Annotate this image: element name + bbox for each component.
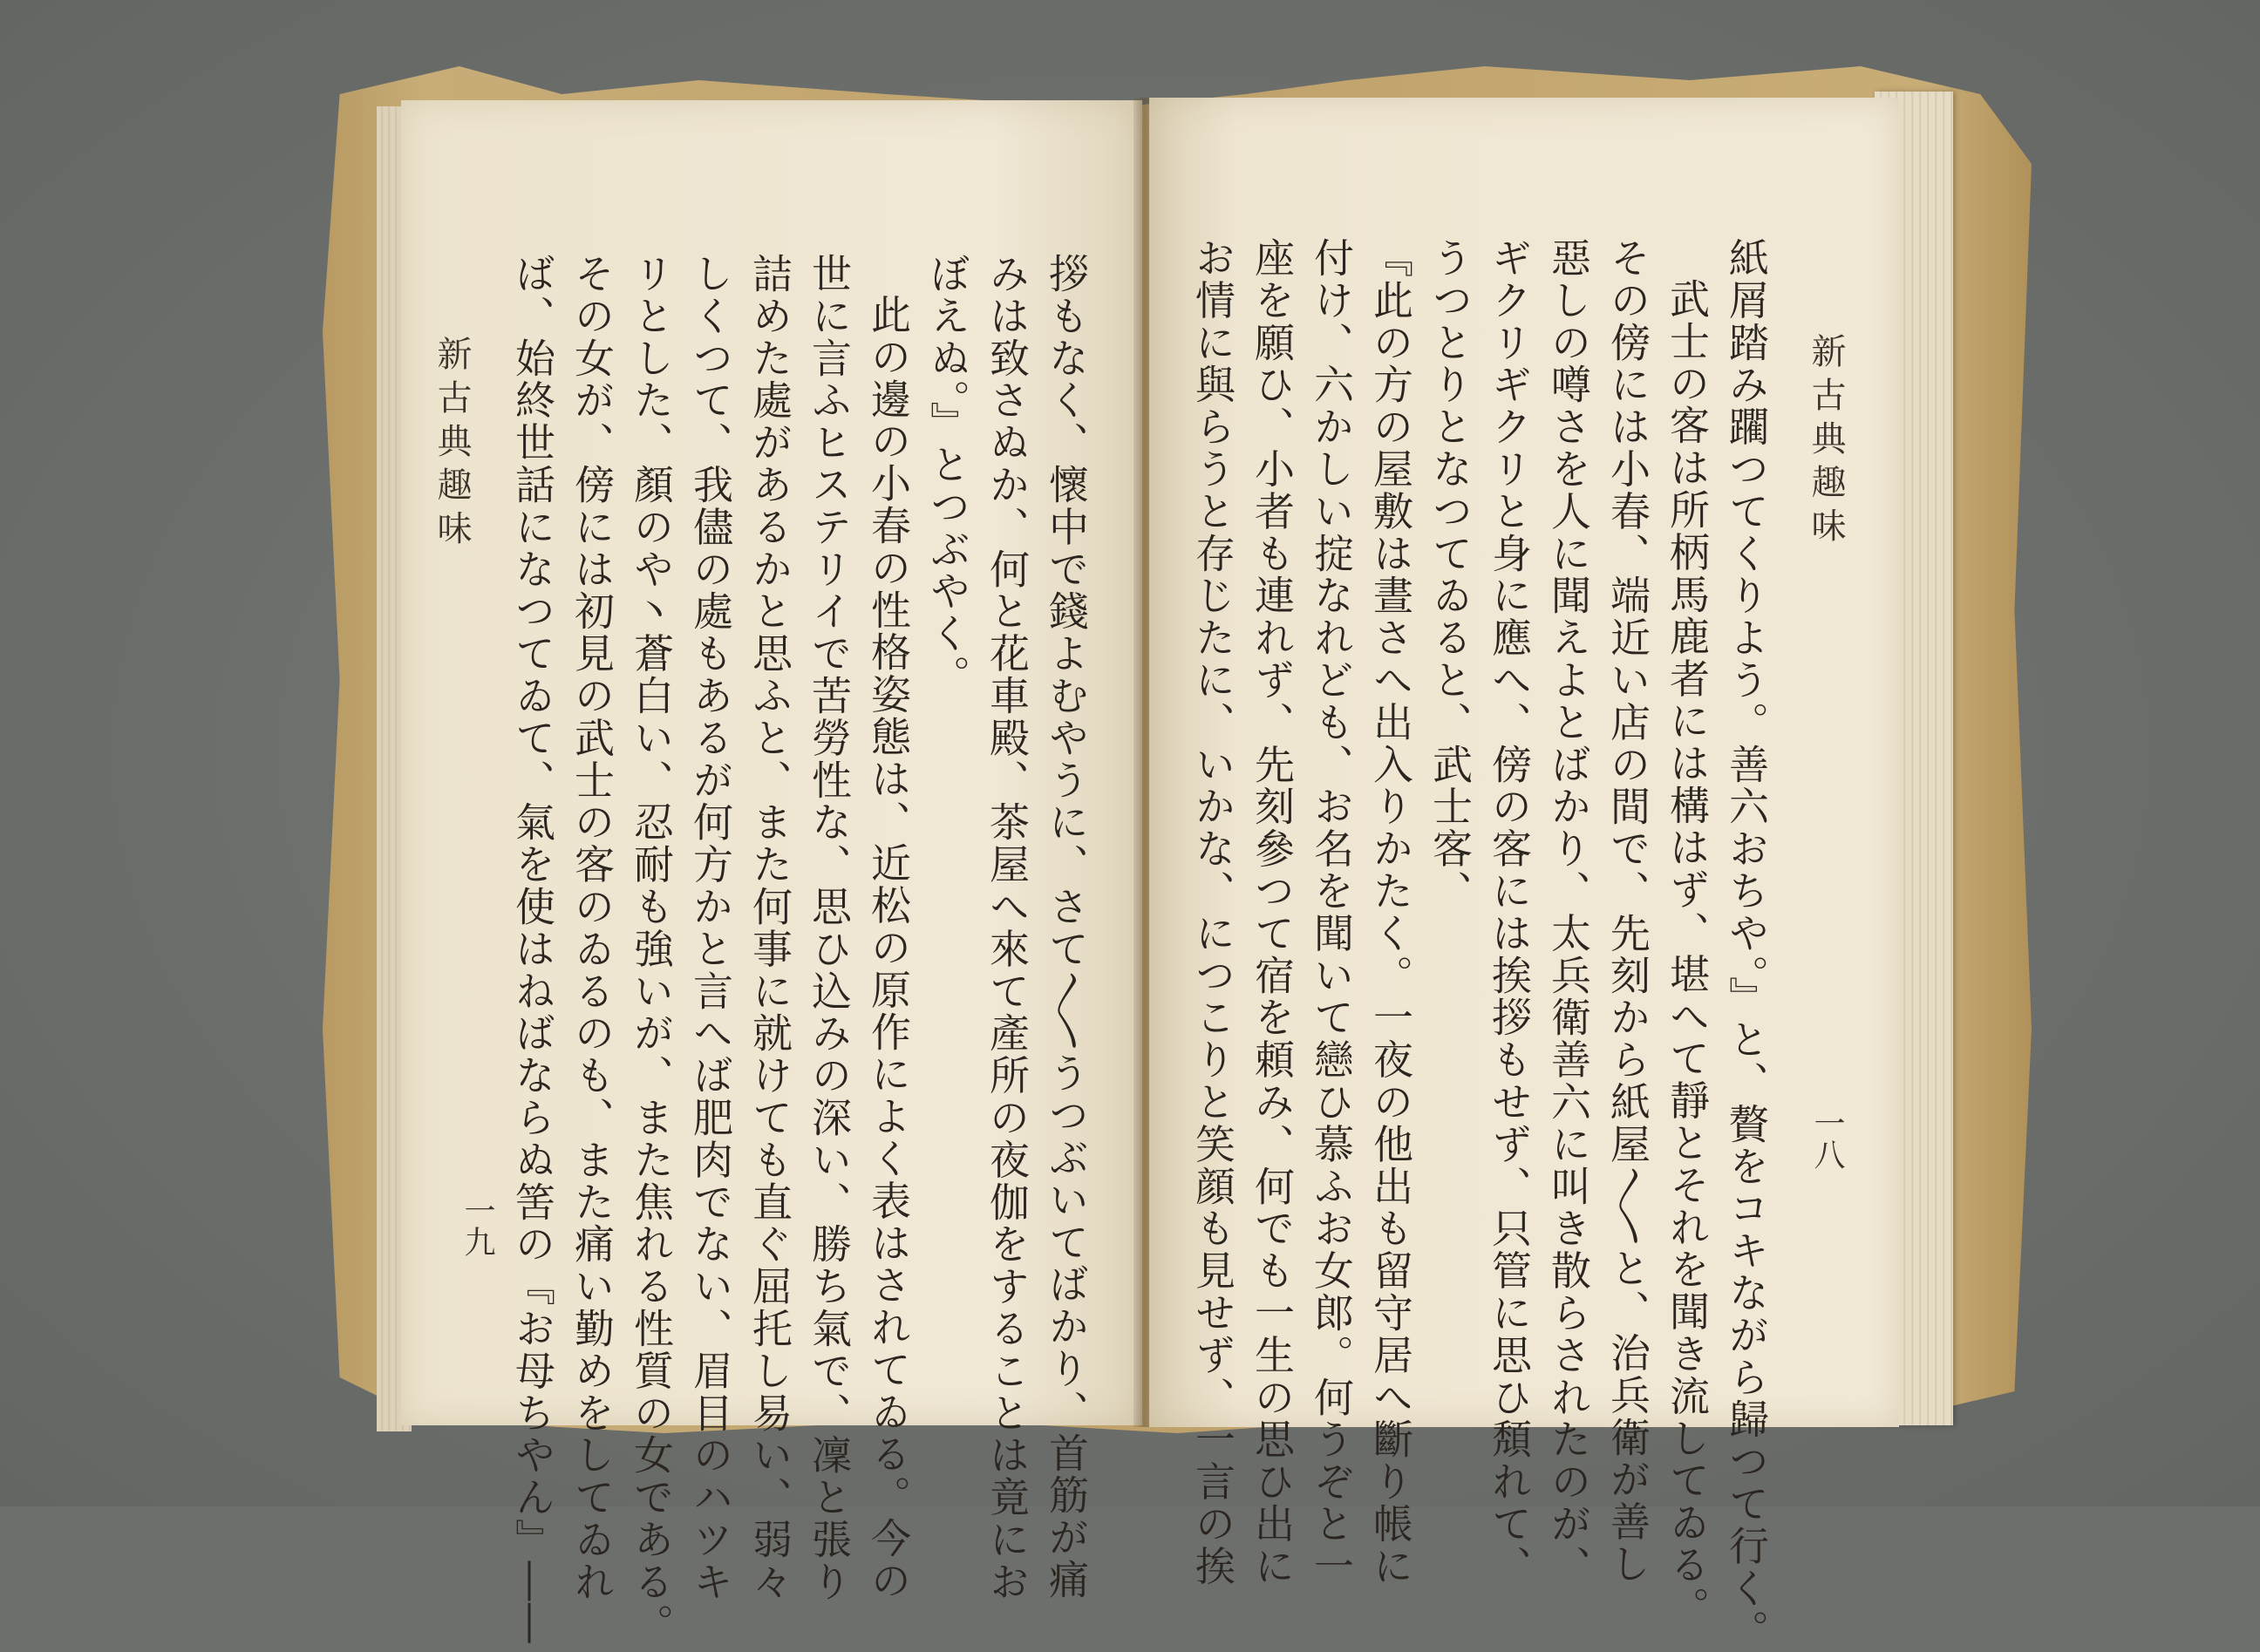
left-col-2: みは致さぬか、何と花車殿、茶屋へ來て產所の夜伽をすることは竟にお bbox=[984, 253, 1031, 1603]
right-col-5: ギクリギクリと身に應へ、傍の客には挨拶もせず、只管に思ひ頽れて、 bbox=[1486, 237, 1533, 1587]
left-col-8: リとした、顏のや丶蒼白い、忍耐も強いが、また焦れる性質の女である。 bbox=[628, 253, 675, 1646]
left-page-header: 新古典趣味 bbox=[432, 336, 472, 554]
right-col-2: 武士の客は所柄馬鹿者には構はず、堪へて靜とそれを聞き流してゐる。 bbox=[1664, 278, 1711, 1628]
left-col-1: 拶もなく、懷中で錢よむやうに、さて〳〵うつぶいてばかり、首筋が痛 bbox=[1043, 253, 1090, 1601]
right-col-9: 座を願ひ、小者も連れず、先刻參つて宿を頼み、何でも一生の思ひ出に bbox=[1249, 237, 1296, 1587]
right-page-header: 新古典趣味 bbox=[1806, 333, 1846, 551]
left-page-number: 一九 bbox=[459, 1194, 495, 1257]
left-col-5: 世に言ふヒステリイで苦勞性な、思ひ込みの深い、勝ち氣で、凜と張り bbox=[806, 253, 853, 1603]
left-page bbox=[401, 100, 1142, 1646]
left-col-4: 此の邊の小春の性格姿態は、近松の原作によく表はされてゐる。今の bbox=[865, 294, 912, 1602]
right-col-4: 惡しの噂さを人に聞えよとばかり、太兵衛善六に叫き散らされたのが、 bbox=[1545, 237, 1592, 1587]
right-col-7: 『此の方の屋敷は晝さへ出入りかたく。一夜の他出も留守居へ斷り帳に bbox=[1367, 237, 1414, 1587]
left-col-6: 詰めた處があるかと思ふと、また何事に就けても直ぐ屈托し易い、弱々 bbox=[746, 253, 793, 1603]
left-col-3: ぼえぬ。』とつぶやく。 bbox=[924, 253, 971, 697]
right-col-1: 紙屑踏み躙つてくりよう。善六おちや。』と、贅をコキながら歸つて行く。 bbox=[1723, 237, 1770, 1652]
left-col-10: ば、始終世話になつてゐて、氣を使はねばならぬ筈の『お母ちやん』―― bbox=[509, 253, 556, 1646]
right-page bbox=[1149, 98, 1899, 1652]
right-col-10: お情に與らうと存じたに、いかな、につこりと笑顔も見せず、一言の挨 bbox=[1189, 237, 1236, 1587]
left-col-9: その女が、傍には初見の武士の客のゐるのも、また痛い勤めをしてゐれ bbox=[568, 253, 616, 1603]
right-col-3: その傍には小春、端近い店の間で、先刻から紙屋〳〵と、治兵衛が善し bbox=[1604, 237, 1651, 1586]
right-col-6: うつとりとなつてゐると、武士客、 bbox=[1426, 237, 1474, 913]
right-col-8: 付け、六かしい掟なれども、お名を聞いて戀ひ慕ふお女郎。何うぞと一 bbox=[1308, 237, 1355, 1587]
left-col-7: しくつて、我儘の處もあるが何方かと言へば肥肉でない、眉目のハツキ bbox=[687, 253, 734, 1603]
right-page-number: 一八 bbox=[1809, 1107, 1845, 1170]
